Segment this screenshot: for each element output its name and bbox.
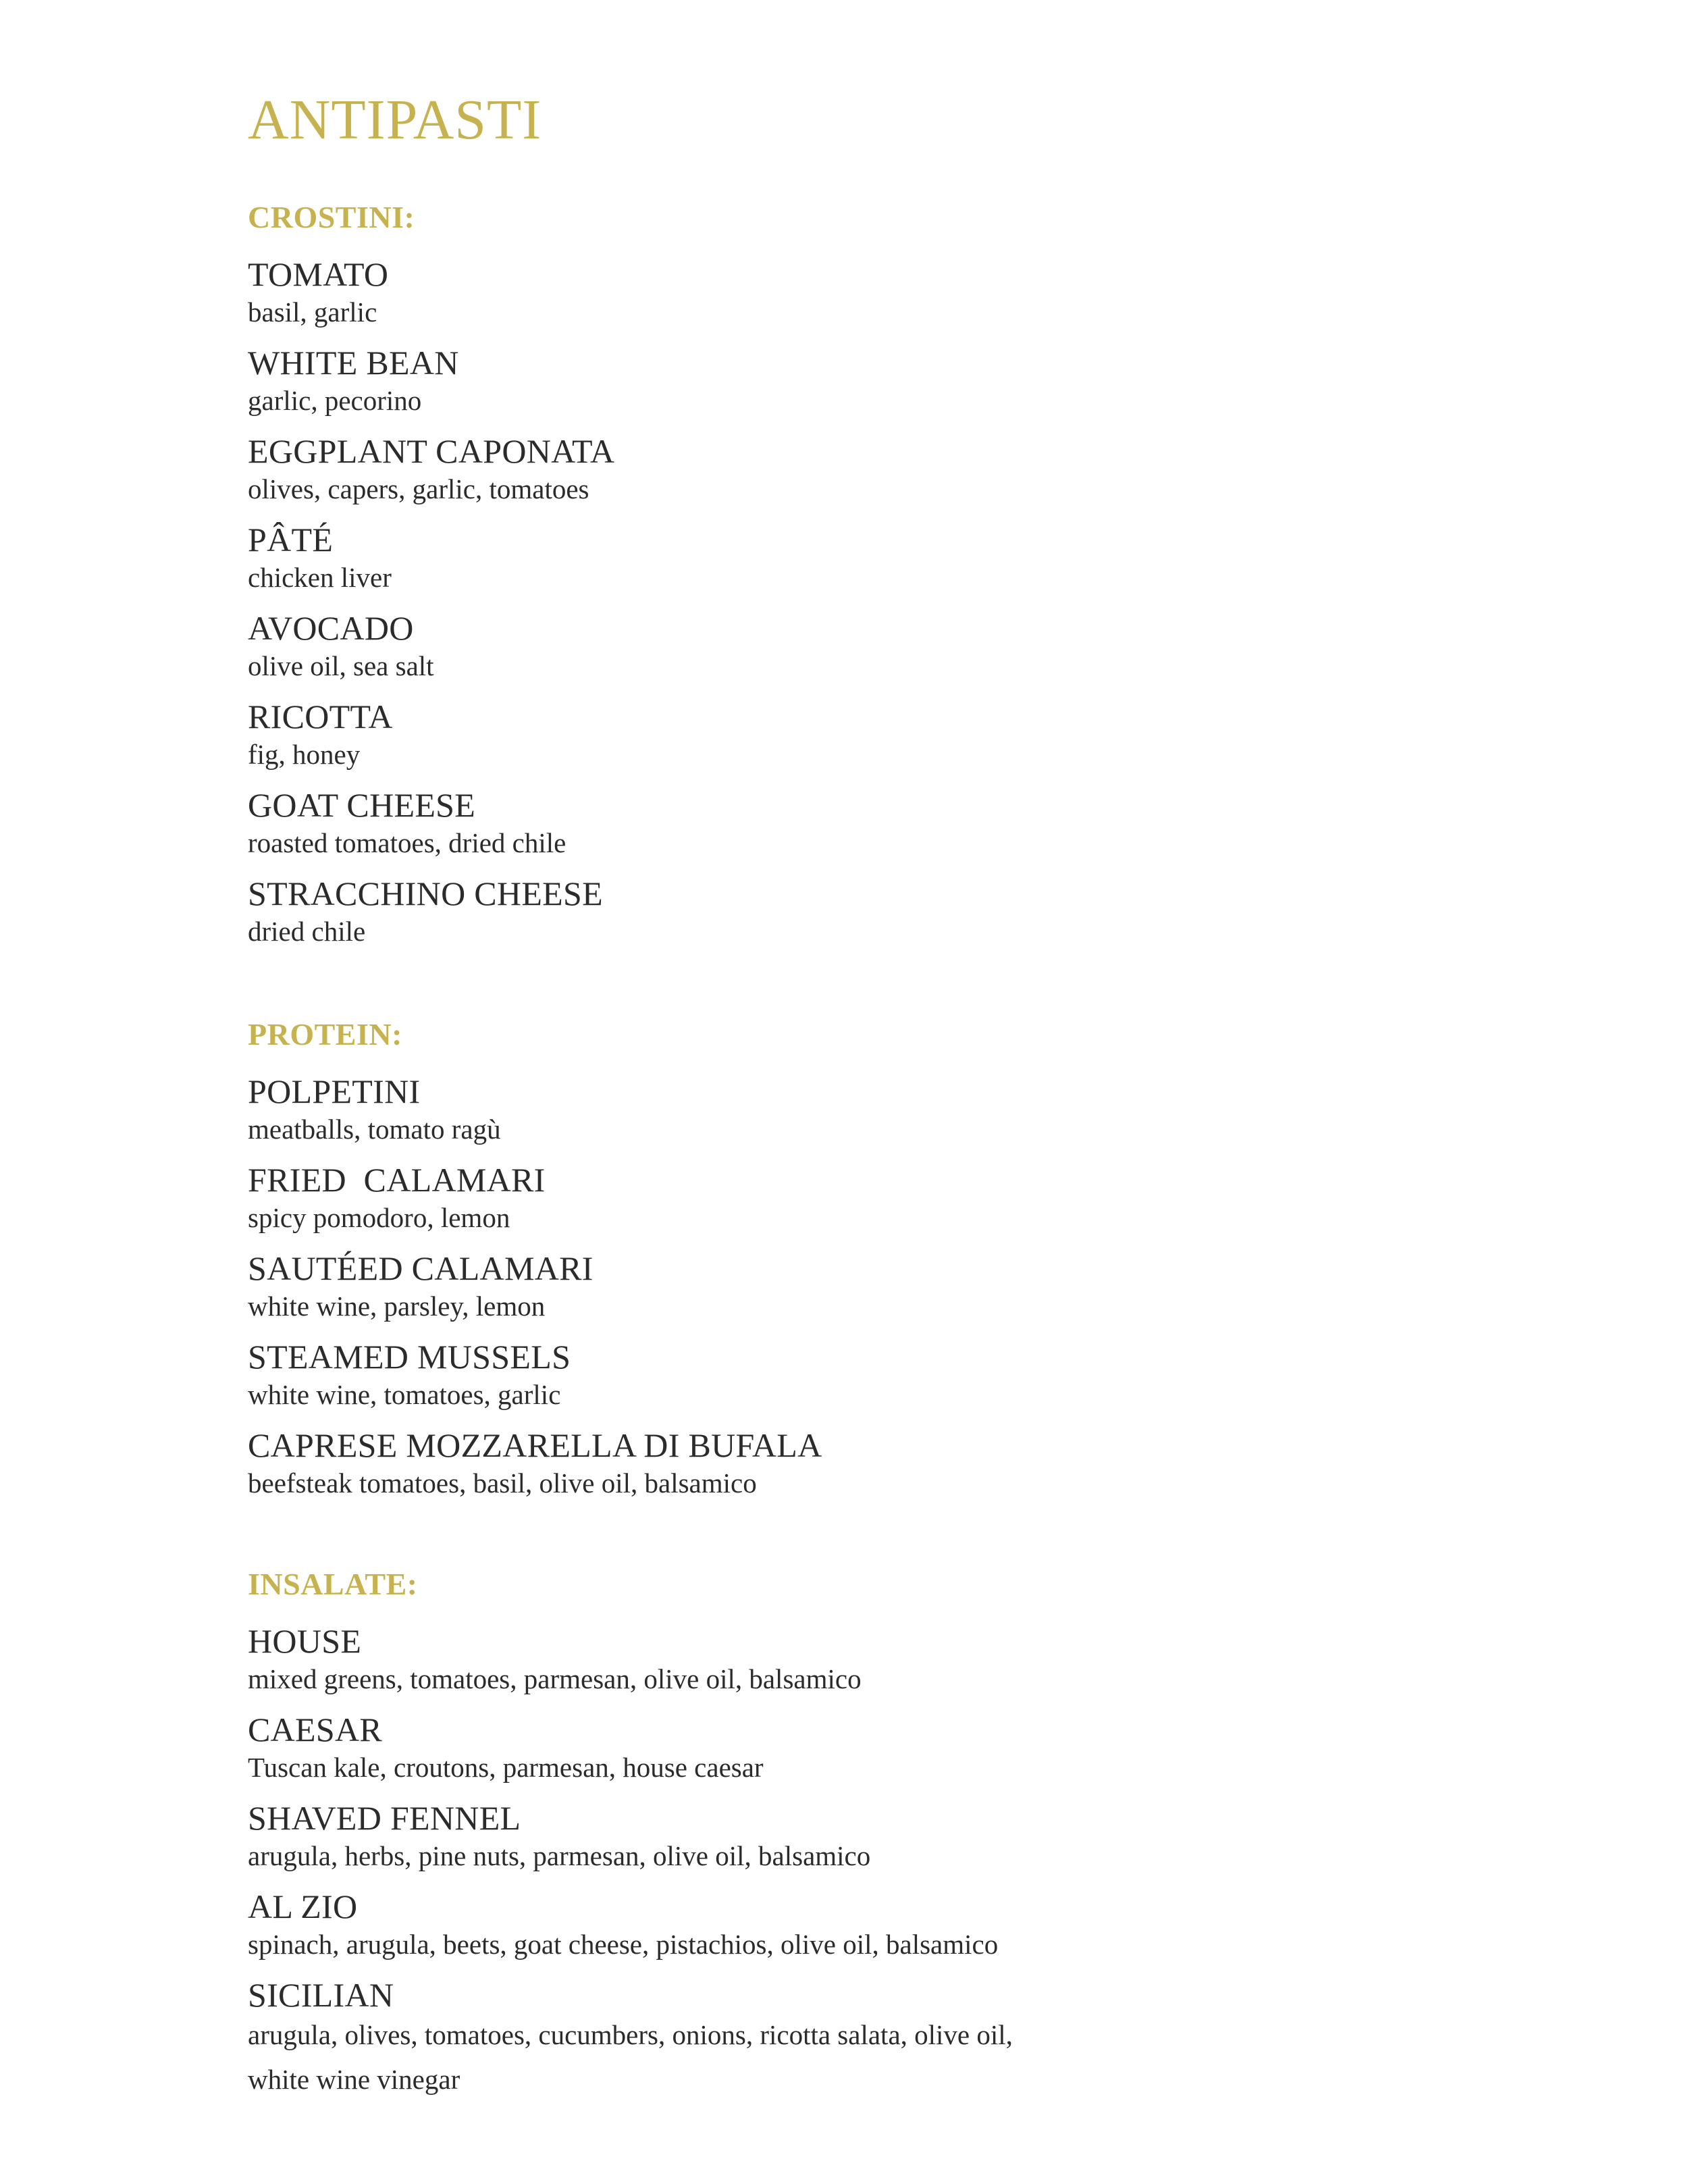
item-description: mixed greens, tomatoes, parmesan, olive oil, balsamico [248, 1663, 862, 1694]
item-name: STEAMED MUSSELS [248, 1338, 571, 1376]
section-protein [248, 1013, 1463, 1513]
item-description: roasted tomatoes, dried chile [248, 827, 566, 858]
item-name: AL ZIO [248, 1888, 358, 1925]
item-name: FRIED CALAMARI [248, 1161, 546, 1199]
item-name: EGGPLANT CAPONATA [248, 432, 615, 470]
item-description: beefsteak tomatoes, basil, olive oil, balsamico [248, 1467, 757, 1499]
menu-item [248, 1248, 1463, 1336]
item-description: olive oil, sea salt [248, 650, 434, 681]
item-name: CAPRESE MOZZARELLA DI BUFALA [248, 1426, 822, 1464]
section-insalate [248, 1563, 1463, 2102]
menu-item [248, 785, 1463, 873]
menu-item [248, 254, 1463, 342]
menu-item [248, 1336, 1463, 1425]
menu-item [248, 1975, 1463, 2102]
item-description: white wine, tomatoes, garlic [248, 1379, 561, 1410]
item-name: WHITE BEAN [248, 344, 459, 382]
menu-item [248, 431, 1463, 519]
menu-item [248, 1071, 1463, 1160]
menu-item [248, 1798, 1463, 1886]
section-crostini [248, 196, 1463, 962]
item-list [248, 1071, 1463, 1513]
item-name: SHAVED FENNEL [248, 1799, 521, 1837]
menu-item [248, 1709, 1463, 1798]
menu-item [248, 519, 1463, 608]
item-description: meatballs, tomato ragù [248, 1114, 501, 1145]
item-name: CAESAR [248, 1711, 383, 1748]
item-description: Tuscan kale, croutons, parmesan, house caesar [248, 1752, 764, 1783]
item-description: olives, capers, garlic, tomatoes [248, 473, 589, 504]
menu-item [248, 1621, 1463, 1709]
item-name: STRACCHINO CHEESE [248, 875, 603, 912]
item-list [248, 1621, 1463, 2102]
item-name: GOAT CHEESE [248, 786, 476, 824]
item-name: AVOCADO [248, 609, 414, 647]
item-description: arugula, herbs, pine nuts, parmesan, olive oil, balsamico [248, 1840, 871, 1871]
menu-item [248, 873, 1463, 962]
menu-title: ANTIPASTI [248, 88, 542, 151]
menu-item [248, 342, 1463, 431]
item-name: HOUSE [248, 1622, 362, 1660]
section-heading: PROTEIN: [248, 1017, 402, 1051]
item-description: spinach, arugula, beets, goat cheese, pistachios, olive oil, balsamico [248, 1929, 999, 1960]
item-list [248, 254, 1463, 962]
menu-item [248, 1425, 1463, 1513]
item-name: RICOTTA [248, 698, 393, 735]
item-description: basil, garlic [248, 296, 377, 328]
section-heading: INSALATE: [248, 1567, 418, 1601]
item-name: PÂTÉ [248, 521, 334, 558]
item-description: chicken liver [248, 562, 392, 593]
item-description: garlic, pecorino [248, 385, 422, 416]
menu-item [248, 608, 1463, 696]
menu-item [248, 696, 1463, 785]
menu-item [248, 1886, 1463, 1975]
item-name: POLPETINI [248, 1072, 421, 1110]
section-heading: CROSTINI: [248, 200, 415, 234]
menu-item [248, 1160, 1463, 1248]
item-description: dried chile [248, 916, 366, 947]
item-description: white wine, parsley, lemon [248, 1291, 546, 1322]
item-description: spicy pomodoro, lemon [248, 1202, 510, 1233]
item-description: arugula, olives, tomatoes, cucumbers, onions, ricotta salata, olive oil, white wine vinegar [248, 2019, 1013, 2095]
item-name: SICILIAN [248, 1976, 394, 2014]
item-name: TOMATO [248, 255, 389, 293]
item-description: fig, honey [248, 739, 361, 770]
item-name: SAUTÉED CALAMARI [248, 1249, 594, 1287]
